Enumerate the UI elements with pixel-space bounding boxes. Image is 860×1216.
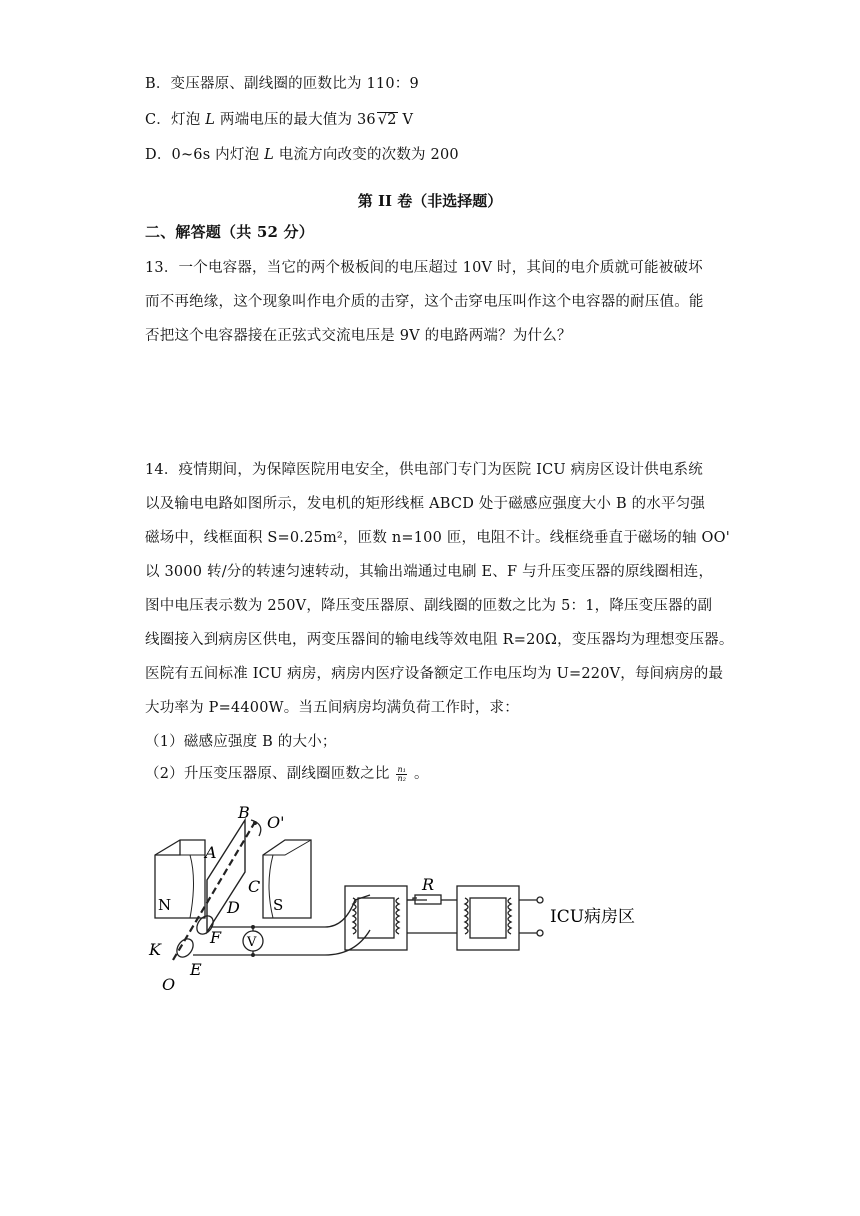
section-heading: 二、解答题（共 52 分） <box>145 223 314 241</box>
label-e: E <box>190 960 202 979</box>
label-c: C <box>248 877 261 896</box>
q14-line-5: 图中电压表示数为 250V，降压变压器原、副线圈的匝数之比为 5：1，降压变压器的副 <box>145 598 713 614</box>
step-down-transformer <box>457 886 519 950</box>
q14-sub-1: （1）磁感应强度 B 的大小； <box>145 734 337 750</box>
label-k: K <box>149 940 161 959</box>
label-d: D <box>227 898 240 917</box>
label-s: S <box>273 896 284 914</box>
label-o: O <box>162 975 176 994</box>
terminal-top <box>537 897 543 903</box>
label-v: V <box>247 935 257 950</box>
circuit-figure <box>145 800 636 999</box>
step-up-transformer <box>345 886 407 950</box>
generator-transmission-diagram <box>145 800 636 995</box>
option-b: B．变压器原、副线圈的匝数比为 110：9 <box>145 76 419 92</box>
label-f: F <box>210 928 222 947</box>
q13-line-2: 而不再绝缘，这个现象叫作电介质的击穿，这个击穿电压叫作这个电容器的耐压值。能 <box>145 294 704 310</box>
q13-line-1: 13．一个电容器，当它的两个极板间的电压超过 10V 时，其间的电介质就可能被破坏 <box>145 260 703 276</box>
q14-line-2: 以及输电电路如图所示，发电机的矩形线框 ABCD 处于磁感应强度大小 B 的水平匀强 <box>145 496 706 512</box>
section-title: 第 II 卷（非选择题） <box>357 192 503 210</box>
q14-line-8: 大功率为 P=4400W。当五间病房均满负荷工作时，求： <box>145 700 519 716</box>
label-n: N <box>158 896 172 914</box>
terminal-bottom <box>537 930 543 936</box>
slip-ring-e <box>174 936 197 960</box>
label-r: R <box>422 875 435 894</box>
q14-line-6: 线圈接入到病房区供电，两变压器间的输电线等效电阻 R=20Ω，变压器均为理想变压器。 <box>145 632 734 648</box>
label-b: B <box>238 803 250 822</box>
q14-line-3: 磁场中，线框面积 S=0.25m²，匝数 n=100 匝，电阻不计。线框绕垂直于磁场的轴 OO' <box>145 530 730 546</box>
ratio-fraction: $\frac{\text{n₁}}{\text{n₂}}$ <box>397 764 407 783</box>
label-o-prime: O' <box>267 813 285 832</box>
option-c: C．灯泡 L 两端电压的最大值为 36 √2 V <box>145 112 414 128</box>
q13-line-3: 否把这个电容器接在正弦式交流电压是 9V 的电路两端？为什么？ <box>145 328 572 344</box>
label-a: A <box>205 843 217 862</box>
q14-line-4: 以 3000 转/分的转速匀速转动，其输出端通过电刷 E、F 与升压变压器的原线圈相连， <box>145 564 714 580</box>
option-d: D．0~6s 内灯泡 L 电流方向改变的次数为 200 <box>145 147 459 163</box>
q14-line-7: 医院有五间标准 ICU 病房，病房内医疗设备额定工作电压均为 U=220V，每间病房的最 <box>145 666 724 682</box>
q14-sub-2: （2）升压变压器原、副线圈匝数之比 $\frac{\text{n₁}}{\text{n₂}}$ 。 <box>145 764 429 783</box>
sqrt-symbol: √2 <box>377 112 397 128</box>
q14-line-1: 14．疫情期间，为保障医院用电安全，供电部门专门为医院 ICU 病房区设计供电系统 <box>145 462 703 478</box>
label-icu: ICU病房区 <box>550 907 636 927</box>
